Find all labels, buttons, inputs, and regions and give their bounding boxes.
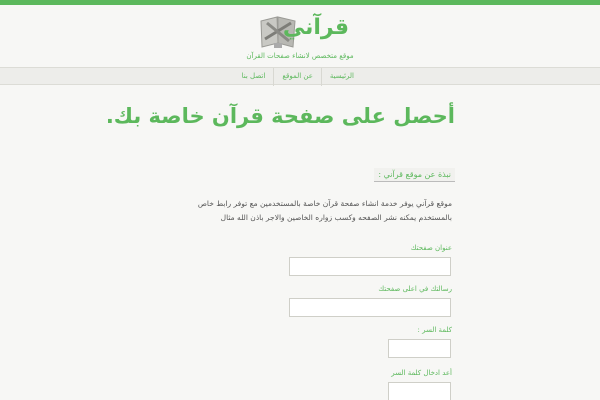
site-tagline: موقع متخصص لانشاء صفحات القرآن — [246, 52, 354, 60]
message-label: رسالتك في اعلى صفحتك — [378, 285, 452, 293]
confirm-password-label: أعد ادخال كلمة السر — [391, 369, 452, 377]
nav-item-about[interactable]: عن الموقع — [273, 68, 321, 86]
message-input[interactable] — [289, 298, 451, 317]
about-section-body: موقع قرآني يوفر خدمة انشاء صفحة قرآن خاصة بالمستخدمين مع توفر رابط خاص بالمستخدم يمكنه نشر الصفحه وكسب زواره الخاصين والاجر باذن الله مثال — [197, 199, 452, 222]
page-title-input[interactable] — [289, 257, 451, 276]
nav-item-home[interactable]: الرئيسية — [321, 68, 362, 86]
site-name: قرآني — [282, 15, 349, 40]
main-nav — [234, 68, 362, 86]
page-title-label: عنوان صفحتك — [410, 244, 452, 252]
nav-item-contact[interactable]: اتصل بنا — [241, 72, 266, 80]
about-section-title: نبذة عن موقع قرآني : — [374, 168, 455, 182]
password-input[interactable] — [388, 339, 451, 358]
password-label: كلمة السر : — [417, 326, 452, 334]
main-nav-bar — [0, 67, 600, 85]
page-headline: أحصل على صفحة قرآن خاصة بك. — [105, 104, 455, 128]
confirm-password-input[interactable] — [388, 382, 451, 400]
site-header — [0, 5, 600, 67]
site-logo[interactable] — [253, 11, 353, 51]
